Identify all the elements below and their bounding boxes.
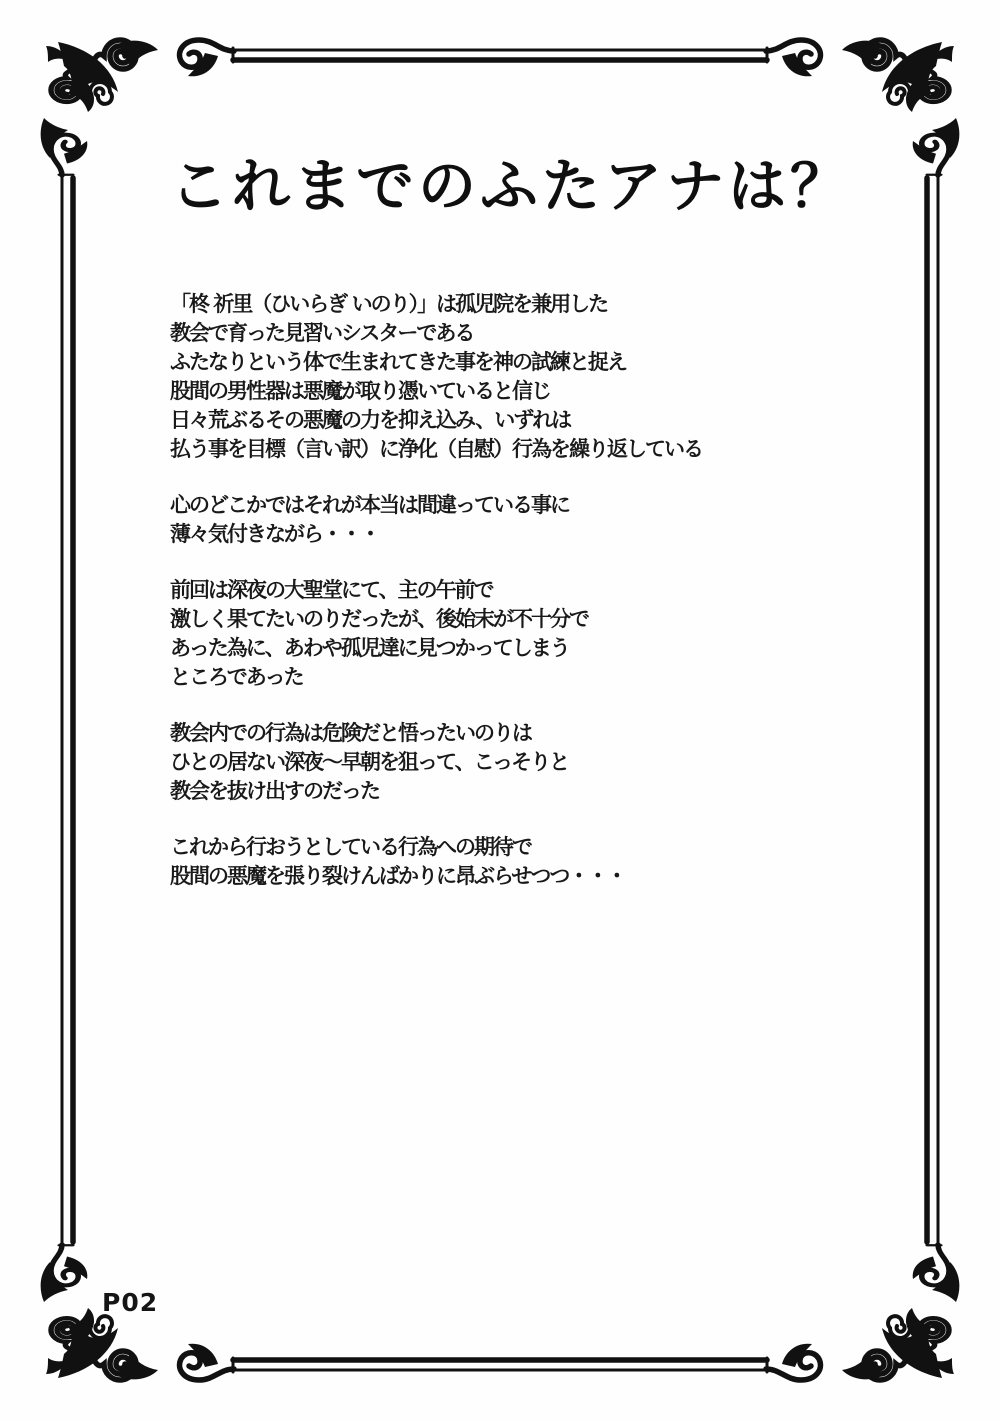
text-line: 激しく果てたいのりだったが、後始末が不十分で (170, 607, 588, 631)
text-line: 教会で育った見習いシスターである (170, 321, 474, 345)
paragraph (170, 719, 702, 806)
text-line: 股間の悪魔を張り裂けんばかりに昂ぶらせつつ・・・ (170, 864, 626, 888)
text-line: 股間の男性器は悪魔が取り憑いていると信じ (170, 379, 550, 403)
text-line: 「柊 祈里（ひいらぎ いのり）」は孤児院を兼用した (170, 292, 608, 316)
corner-flourish-bottom-right (766, 1245, 959, 1381)
text-line: 払う事を目標（言い訳）に浄化（自慰）行為を繰り返している (170, 437, 702, 461)
paragraph (170, 491, 702, 549)
paragraph (170, 576, 702, 692)
text-line: 教会を抜け出すのだった (170, 779, 379, 803)
text-line: 教会内での行為は危険だと悟ったいのりは (170, 721, 531, 745)
story-recap-text (170, 290, 702, 918)
text-line: ひとの居ない深夜～早朝を狙って、こっそりと (170, 750, 569, 774)
paragraph (170, 833, 702, 891)
text-line: ふたなりという体で生まれてきた事を神の試練と捉え (170, 350, 626, 374)
text-line: ところであった (170, 665, 303, 689)
text-line: 心のどこかではそれが本当は間違っている事に (170, 493, 569, 517)
paragraph (170, 290, 702, 464)
text-line: 薄々気付きながら・・・ (170, 522, 379, 546)
page-title: これまでのふたアナは？ (170, 152, 853, 220)
text-line: 日々荒ぶるその悪魔の力を抑え込み、いずれは (170, 408, 571, 432)
text-line: 前回は深夜の大聖堂にて、主の午前で (170, 578, 493, 602)
text-line: あった為に、あわや孤児達に見つかってしまう (170, 636, 569, 660)
text-line: これから行おうとしている行為への期待で (170, 835, 531, 859)
page-number-label: P02 (102, 1288, 159, 1317)
